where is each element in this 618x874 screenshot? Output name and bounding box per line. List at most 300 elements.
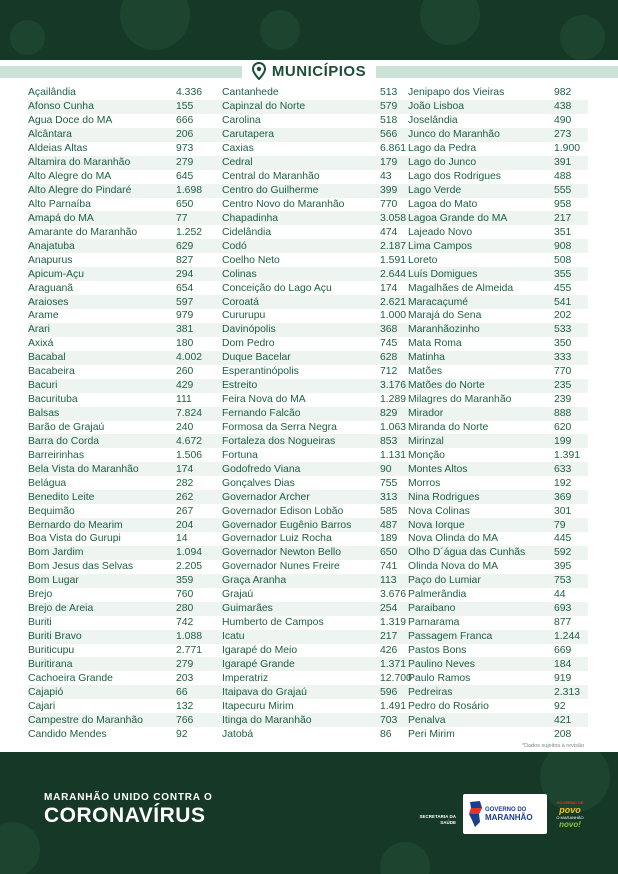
municipality-name: Araioses	[28, 296, 69, 308]
municipality-name: Itapecuru Mirim	[222, 700, 294, 712]
table-row	[28, 198, 222, 212]
case-count: 90	[380, 463, 392, 475]
case-count: 1.591	[380, 254, 407, 266]
table-row	[28, 309, 222, 323]
case-count: 1.289	[380, 394, 407, 406]
case-count: 1.698	[176, 185, 203, 197]
case-count: 853	[380, 435, 398, 447]
column-2	[222, 86, 412, 741]
municipality-name: Anapurus	[28, 254, 73, 266]
table-row	[28, 476, 222, 490]
table-row	[28, 560, 222, 574]
municipality-name: Nova Colinas	[408, 505, 470, 517]
municipality-name: Buriti	[28, 617, 52, 629]
case-count: 513	[380, 87, 398, 99]
case-count: 979	[176, 310, 194, 322]
case-count: 369	[554, 491, 572, 503]
municipality-name: Nina Rodrigues	[408, 491, 480, 503]
case-count: 1.506	[176, 449, 203, 461]
case-count: 179	[380, 157, 398, 169]
table-row	[28, 713, 222, 727]
table-row	[28, 407, 222, 421]
municipality-name: Cedral	[222, 157, 253, 169]
municipality-name: Lagoa Grande do MA	[408, 212, 508, 224]
case-count: 279	[176, 658, 194, 670]
case-count: 421	[554, 714, 572, 726]
table-row	[28, 532, 222, 546]
case-count: 174	[176, 463, 194, 475]
case-count: 333	[554, 352, 572, 364]
table-row	[408, 295, 588, 309]
case-count: 44	[554, 589, 566, 601]
table-row	[222, 434, 408, 448]
table-row	[28, 504, 222, 518]
municipality-name: Colinas	[222, 268, 257, 280]
table-row	[28, 379, 222, 393]
municipality-name: Governador Eugênio Barros	[222, 519, 352, 531]
table-row	[28, 574, 222, 588]
municipality-name: Cajari	[28, 700, 56, 712]
table-row	[222, 671, 412, 685]
table-row	[222, 253, 408, 267]
municipality-name: Lima Campos	[408, 240, 473, 252]
table-row	[408, 281, 588, 295]
secretaria-line1: SECRETARIA DA	[419, 814, 456, 819]
case-count: 1.900	[554, 143, 581, 155]
table-row	[222, 337, 408, 351]
table-row	[408, 184, 588, 198]
table-row	[222, 476, 408, 490]
municipality-name: Fortuna	[222, 449, 258, 461]
municipality-name: Igarapé Grande	[222, 658, 295, 670]
table-row	[408, 476, 588, 490]
municipality-name: Codó	[222, 240, 247, 252]
table-row	[222, 588, 408, 602]
virus-decoration	[10, 20, 45, 55]
case-count: 395	[554, 561, 572, 573]
case-count: 518	[380, 115, 398, 127]
case-count: 533	[554, 324, 572, 336]
case-count: 155	[176, 101, 194, 113]
table-row	[222, 142, 408, 156]
table-row	[28, 727, 222, 741]
case-count: 273	[554, 129, 572, 141]
municipality-name: Governador Luiz Rocha	[222, 533, 332, 545]
municipality-name: Itaipava do Grajaú	[222, 686, 307, 698]
case-count: 919	[554, 672, 572, 684]
case-count: 92	[554, 700, 566, 712]
table-row	[222, 727, 408, 741]
municipality-name: Mata Roma	[408, 338, 462, 350]
municipality-name: Buriticupu	[28, 644, 75, 656]
municipality-name: Igarapé do Meio	[222, 644, 298, 656]
municipality-name: Milagres do Maranhão	[408, 394, 512, 406]
table-row	[28, 630, 222, 644]
case-count: 2.621	[380, 296, 407, 308]
table-row	[222, 546, 408, 560]
municipality-name: Conceição do Lago Açu	[222, 282, 332, 294]
case-count: 1.000	[380, 310, 407, 322]
case-count: 645	[176, 171, 194, 183]
case-count: 351	[554, 226, 572, 238]
table-row	[408, 379, 588, 393]
table-row	[222, 685, 408, 699]
case-count: 1.319	[380, 617, 407, 629]
slogan-logo-b: povo	[559, 804, 581, 815]
case-count: 77	[176, 212, 188, 224]
municipality-name: Pastos Bons	[408, 644, 467, 656]
case-count: 596	[380, 686, 398, 698]
municipality-name: Buriti Bravo	[28, 631, 82, 643]
municipality-name: Palmerândia	[408, 589, 467, 601]
case-count: 2.771	[176, 644, 203, 656]
case-count: 742	[176, 617, 194, 629]
case-count: 429	[176, 380, 194, 392]
slogan-logo-c: O MARANHÃO	[556, 814, 584, 820]
case-count: 1.131	[380, 449, 407, 461]
municipality-name: Araguanã	[28, 282, 74, 294]
municipality-name: Boa Vista do Gurupi	[28, 533, 121, 545]
case-count: 192	[554, 477, 572, 489]
table-row	[222, 281, 408, 295]
case-count: 113	[380, 575, 397, 587]
table-row	[408, 365, 588, 379]
municipality-name: Paulino Neves	[408, 658, 476, 670]
municipality-name: Alto Alegre do Pindaré	[28, 185, 132, 197]
municipality-name: Imperatriz	[222, 672, 269, 684]
table-row	[408, 142, 588, 156]
case-count: 399	[380, 185, 398, 197]
case-count: 12.700	[380, 672, 412, 684]
case-count: 3.058	[380, 212, 407, 224]
table-row	[28, 323, 222, 337]
case-count: 1.244	[554, 631, 581, 643]
municipality-name: Governador Archer	[222, 491, 310, 503]
case-count: 4.002	[176, 352, 203, 364]
municipality-name: Grajaú	[222, 589, 254, 601]
municipality-name: Central do Maranhão	[222, 171, 320, 183]
case-count: 760	[176, 589, 194, 601]
table-row	[222, 616, 408, 630]
table-row	[28, 225, 222, 239]
municipality-name: Coroatá	[222, 296, 259, 308]
table-row	[222, 114, 408, 128]
table-row	[408, 713, 588, 727]
table-row	[222, 295, 408, 309]
case-count: 1.063	[380, 421, 407, 433]
municipality-name: Lajeado Novo	[408, 226, 473, 238]
case-count: 3.676	[380, 589, 407, 601]
table-row	[408, 225, 588, 239]
table-row	[408, 602, 588, 616]
slogan-top: MARANHÃO UNIDO CONTRA O	[44, 792, 213, 803]
table-row	[408, 407, 588, 421]
case-count: 629	[176, 240, 194, 252]
table-row	[28, 267, 222, 281]
municipality-name: Fortaleza dos Nogueiras	[222, 435, 336, 447]
case-count: 490	[554, 115, 572, 127]
table-row	[222, 170, 408, 184]
table-row	[28, 644, 222, 658]
table-row	[222, 532, 408, 546]
case-count: 827	[176, 254, 194, 266]
case-count: 86	[380, 728, 392, 740]
municipality-name: João Lisboa	[408, 101, 465, 113]
table-row	[408, 309, 588, 323]
table-row	[408, 532, 588, 546]
municipality-name: Anajatuba	[28, 240, 75, 252]
case-count: 597	[176, 296, 194, 308]
municipality-name: Paulo Ramos	[408, 672, 471, 684]
table-row	[408, 337, 588, 351]
municipality-name: Cajapió	[28, 686, 64, 698]
table-row	[28, 490, 222, 504]
municipality-name: Parnarama	[408, 617, 460, 629]
municipality-name: Passagem Franca	[408, 631, 493, 643]
case-count: 666	[176, 115, 194, 127]
table-row	[28, 100, 222, 114]
case-count: 650	[380, 547, 398, 559]
municipality-name: Loreto	[408, 254, 438, 266]
municipality-name: Bom Jardim	[28, 547, 84, 559]
case-count: 199	[554, 435, 572, 447]
municipality-name: Benedito Leite	[28, 491, 95, 503]
column-3	[408, 86, 588, 741]
governo-logo	[463, 794, 547, 834]
municipality-name: Bela Vista do Maranhão	[28, 463, 139, 475]
municipality-name: Nova Iorque	[408, 519, 465, 531]
municipality-name: Lagoa do Mato	[408, 198, 478, 210]
case-count: 1.252	[176, 226, 203, 238]
municipality-name: Lago da Pedra	[408, 143, 477, 155]
municipality-name: Campestre do Maranhão	[28, 714, 143, 726]
case-count: 7.824	[176, 408, 203, 420]
municipality-name: Cidelândia	[222, 226, 272, 238]
case-count: 239	[554, 394, 572, 406]
municipality-name: Altamira do Maranhão	[28, 157, 131, 169]
case-count: 508	[554, 254, 572, 266]
table-row	[28, 671, 222, 685]
case-count: 1.094	[176, 547, 203, 559]
case-count: 14	[176, 533, 188, 545]
municipality-name: Açailândia	[28, 87, 76, 99]
table-row	[222, 504, 408, 518]
virus-decoration	[420, 0, 480, 45]
municipality-name: Jatobá	[222, 728, 254, 740]
table-row	[222, 490, 408, 504]
table-row	[408, 393, 588, 407]
municipality-name: Brejo	[28, 589, 53, 601]
case-count: 189	[380, 533, 398, 545]
municipality-name: Bom Jesus das Selvas	[28, 561, 134, 573]
case-count: 350	[554, 338, 572, 350]
table-row	[28, 462, 222, 476]
case-count: 313	[380, 491, 398, 503]
table-row	[28, 616, 222, 630]
table-row	[408, 462, 588, 476]
municipality-name: Guimarães	[222, 603, 273, 615]
municipality-name: Morros	[408, 477, 441, 489]
table-row	[408, 546, 588, 560]
table-row	[408, 253, 588, 267]
table-row	[28, 657, 222, 671]
case-count: 445	[554, 533, 572, 545]
case-count: 877	[554, 617, 572, 629]
case-count: 267	[176, 505, 194, 517]
municipality-name: Maracaçumé	[408, 296, 469, 308]
municipality-name: Joselândia	[408, 115, 458, 127]
virus-decoration	[380, 842, 430, 874]
municipality-name: Buritirana	[28, 658, 73, 670]
municipality-name: Mirinzal	[408, 435, 444, 447]
table-row	[222, 379, 408, 393]
table-row	[28, 393, 222, 407]
municipality-name: Godofredo Viana	[222, 463, 301, 475]
case-count: 426	[380, 644, 398, 656]
case-count: 888	[554, 408, 572, 420]
table-row	[222, 323, 408, 337]
table-row	[222, 644, 408, 658]
table-row	[408, 685, 588, 699]
municipality-name: Capinzal do Norte	[222, 101, 306, 113]
table-row	[28, 518, 222, 532]
municipality-name: Carutapera	[222, 129, 274, 141]
table-row	[28, 142, 222, 156]
municipality-name: Matinha	[408, 352, 445, 364]
table-row	[408, 421, 588, 435]
slogan-main: CORONAVÍRUS	[44, 804, 206, 827]
case-count: 280	[176, 603, 194, 615]
municipality-name: Bacabeira	[28, 366, 75, 378]
municipality-name: Marajá do Sena	[408, 310, 482, 322]
municipality-name: Luís Domigues	[408, 268, 478, 280]
municipality-name: Itinga do Maranhão	[222, 714, 312, 726]
table-row	[28, 156, 222, 170]
table-row	[222, 351, 408, 365]
table-row	[222, 699, 408, 713]
table-row	[28, 281, 222, 295]
case-count: 592	[554, 547, 572, 559]
case-count: 235	[554, 380, 572, 392]
municipality-name: Cururupu	[222, 310, 266, 322]
table-row	[222, 393, 408, 407]
case-count: 79	[554, 519, 566, 531]
municipality-name: Olinda Nova do MA	[408, 561, 499, 573]
location-pin-icon	[252, 62, 266, 80]
table-row	[408, 239, 588, 253]
municipality-name: Belágua	[28, 477, 67, 489]
table-row	[408, 671, 588, 685]
table-row	[222, 630, 408, 644]
municipality-name: Bom Lugar	[28, 575, 79, 587]
municipality-name: Fernando Falcão	[222, 408, 301, 420]
table-row	[408, 86, 588, 100]
table-row	[222, 574, 408, 588]
case-count: 4.336	[176, 87, 203, 99]
case-count: 208	[554, 728, 572, 740]
municipality-name: Magalhães de Almeida	[408, 282, 514, 294]
table-row	[408, 114, 588, 128]
table-row	[408, 198, 588, 212]
case-count: 741	[380, 561, 398, 573]
footnote: *Dados sujeitos à revisão	[521, 743, 584, 749]
case-count: 438	[554, 101, 572, 113]
table-row	[222, 198, 408, 212]
case-count: 204	[176, 519, 194, 531]
case-count: 487	[380, 519, 398, 531]
table-row	[408, 699, 588, 713]
table-row	[222, 225, 408, 239]
table-row	[28, 184, 222, 198]
case-count: 693	[554, 603, 572, 615]
case-count: 180	[176, 338, 194, 350]
municipality-name: Humberto de Campos	[222, 617, 324, 629]
table-row	[28, 685, 222, 699]
case-count: 712	[380, 366, 398, 378]
table-row	[28, 365, 222, 379]
maranhao-map-icon	[467, 800, 483, 828]
virus-decoration	[560, 15, 605, 60]
case-count: 4.672	[176, 435, 203, 447]
table-row	[408, 490, 588, 504]
case-count: 217	[380, 631, 398, 643]
municipality-name: Alto Alegre do MA	[28, 171, 112, 183]
municipality-name: Dom Pedro	[222, 338, 275, 350]
municipality-name: Monção	[408, 449, 445, 461]
municipality-name: Candido Mendes	[28, 728, 107, 740]
case-count: 279	[176, 157, 194, 169]
municipality-name: Olho D´água das Cunhãs	[408, 547, 526, 559]
municipality-name: Montes Altos	[408, 463, 468, 475]
table-row	[408, 434, 588, 448]
municipality-name: Carolina	[222, 115, 261, 127]
case-count: 958	[554, 198, 572, 210]
municipality-name: Arari	[28, 324, 50, 336]
gov-line1: GOVERNO DO	[485, 806, 527, 813]
municipality-name: Governador Nunes Freire	[222, 561, 340, 573]
case-count: 585	[380, 505, 398, 517]
virus-decoration	[0, 822, 40, 874]
table-row	[408, 504, 588, 518]
case-count: 260	[176, 366, 194, 378]
case-count: 633	[554, 463, 572, 475]
municipality-name: Cachoeira Grande	[28, 672, 113, 684]
municipality-name: Caxias	[222, 143, 254, 155]
table-row	[408, 616, 588, 630]
table-row	[28, 128, 222, 142]
case-count: 355	[554, 268, 572, 280]
table-row	[408, 351, 588, 365]
municipality-name: Bacuri	[28, 380, 58, 392]
municipality-name: Centro Novo do Maranhão	[222, 198, 345, 210]
case-count: 566	[380, 129, 398, 141]
municipality-name: Barreirinhas	[28, 449, 85, 461]
case-count: 2.205	[176, 561, 203, 573]
table-row	[408, 588, 588, 602]
municipality-name: Alto Parnaíba	[28, 198, 91, 210]
table-row	[408, 727, 588, 741]
municipality-name: Lago do Junco	[408, 157, 477, 169]
municipality-name: Bernardo do Mearim	[28, 519, 123, 531]
case-count: 132	[176, 700, 194, 712]
table-row	[28, 699, 222, 713]
table-row	[28, 114, 222, 128]
municipality-name: Formosa da Serra Negra	[222, 421, 337, 433]
municipality-name: Afonso Cunha	[28, 101, 94, 113]
case-count: 217	[554, 212, 572, 224]
municipality-name: Chapadinha	[222, 212, 279, 224]
municipality-name: Peri Mirim	[408, 728, 455, 740]
